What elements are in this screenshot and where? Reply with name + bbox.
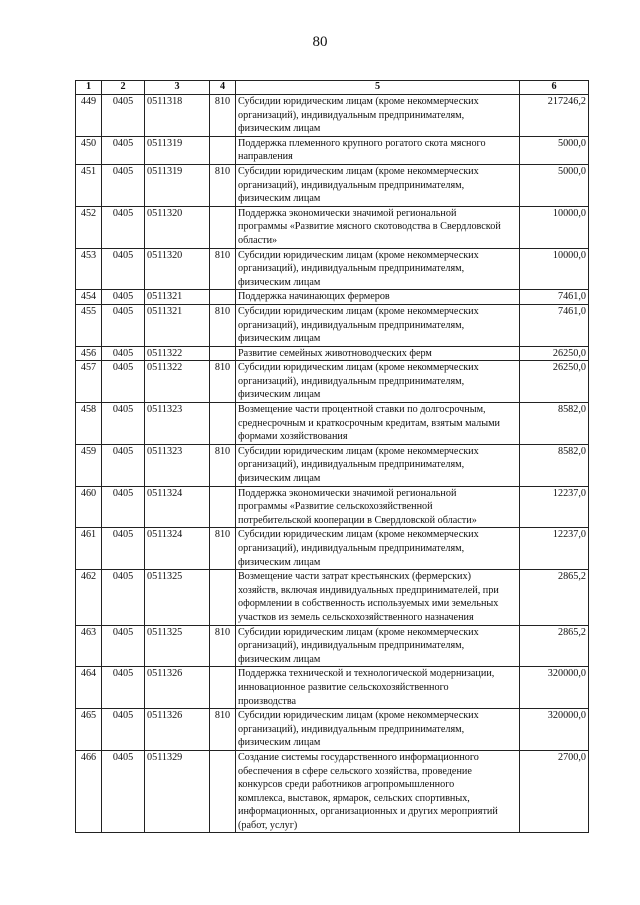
row-article-code: 0511321 — [145, 304, 210, 346]
row-expense-type-code — [210, 403, 236, 445]
row-section-code: 0405 — [102, 304, 145, 346]
row-section-code: 0405 — [102, 667, 145, 709]
row-item-name-line: организаций), индивидуальным предпринимателям, — [238, 375, 465, 387]
row-section-code: 0405 — [102, 403, 145, 445]
col-header-article: 3 — [145, 81, 210, 95]
col-header-name: 5 — [236, 81, 520, 95]
row-amount: 12237,0 — [520, 486, 589, 528]
row-item-name-line: области» — [238, 234, 278, 246]
row-item-name-line: Поддержка технической и технологической модернизации, — [238, 668, 495, 680]
row-item-name — [236, 570, 520, 625]
row-section-code: 0405 — [102, 248, 145, 290]
row-article-code: 0511322 — [145, 361, 210, 403]
table-row — [76, 361, 589, 403]
row-expense-type-code: 810 — [210, 528, 236, 570]
table-row — [76, 346, 589, 361]
row-number: 452 — [76, 206, 102, 248]
row-item-name-line: физическим лицам — [238, 333, 321, 345]
row-item-name-line: физическим лицам — [238, 389, 321, 401]
row-item-name — [236, 290, 520, 305]
table-row — [76, 206, 589, 248]
row-item-name-line: Субсидии юридическим лицам (кроме некоммерческих — [238, 165, 479, 177]
row-article-code: 0511325 — [145, 625, 210, 667]
row-section-code: 0405 — [102, 625, 145, 667]
row-article-code: 0511319 — [145, 136, 210, 164]
row-item-name-line: производства — [238, 695, 297, 707]
row-article-code: 0511329 — [145, 750, 210, 833]
row-number: 464 — [76, 667, 102, 709]
row-expense-type-code: 810 — [210, 304, 236, 346]
row-item-name-line: Субсидии юридическим лицам (кроме некоммерческих — [238, 305, 479, 317]
row-item-name-line: Поддержка начинающих фермеров — [238, 291, 390, 303]
row-section-code: 0405 — [102, 750, 145, 833]
row-item-name-line: организаций), индивидуальным предпринимателям, — [238, 319, 465, 331]
table-row — [76, 486, 589, 528]
row-article-code: 0511319 — [145, 164, 210, 206]
row-expense-type-code — [210, 750, 236, 833]
row-number: 460 — [76, 486, 102, 528]
table-row — [76, 290, 589, 305]
table-row — [76, 248, 589, 290]
row-expense-type-code — [210, 667, 236, 709]
row-number: 463 — [76, 625, 102, 667]
row-item-name-line: направления — [238, 151, 293, 163]
row-item-name-line: физическим лицам — [238, 737, 321, 749]
row-item-name — [236, 361, 520, 403]
row-item-name-line: Субсидии юридическим лицам (кроме некоммерческих — [238, 529, 479, 541]
row-section-code: 0405 — [102, 136, 145, 164]
row-expense-type-code — [210, 346, 236, 361]
row-article-code: 0511325 — [145, 570, 210, 625]
row-item-name-line: Возмещение части затрат крестьянских (фермерских) — [238, 571, 471, 583]
row-amount: 10000,0 — [520, 248, 589, 290]
table-row — [76, 570, 589, 625]
row-item-name-line: Поддержка племенного крупного рогатого скота мясного — [238, 137, 486, 149]
row-section-code: 0405 — [102, 570, 145, 625]
row-number: 457 — [76, 361, 102, 403]
row-number: 456 — [76, 346, 102, 361]
row-expense-type-code — [210, 290, 236, 305]
row-expense-type-code: 810 — [210, 164, 236, 206]
row-section-code: 0405 — [102, 528, 145, 570]
row-item-name-line: физическим лицам — [238, 556, 321, 568]
row-item-name — [236, 403, 520, 445]
row-article-code: 0511326 — [145, 709, 210, 751]
row-article-code: 0511323 — [145, 403, 210, 445]
col-header-number: 1 — [76, 81, 102, 95]
row-section-code: 0405 — [102, 709, 145, 751]
row-item-name — [236, 486, 520, 528]
row-section-code: 0405 — [102, 290, 145, 305]
row-expense-type-code — [210, 486, 236, 528]
row-item-name-line: физическим лицам — [238, 123, 321, 135]
page-number: 80 — [312, 34, 328, 50]
row-article-code: 0511324 — [145, 486, 210, 528]
row-number: 453 — [76, 248, 102, 290]
row-item-name-line: Субсидии юридическим лицам (кроме некоммерческих — [238, 626, 479, 638]
row-amount: 7461,0 — [520, 304, 589, 346]
row-item-name-line: Субсидии юридическим лицам (кроме некоммерческих — [238, 445, 479, 457]
row-item-name-line: оформлении в собственность используемых ими земельных — [238, 598, 499, 610]
row-amount: 2700,0 — [520, 750, 589, 833]
row-section-code: 0405 — [102, 164, 145, 206]
row-item-name-line: Развитие семейных животноводческих ферм — [238, 347, 432, 359]
row-expense-type-code: 810 — [210, 625, 236, 667]
row-item-name — [236, 206, 520, 248]
row-section-code: 0405 — [102, 361, 145, 403]
row-expense-type-code: 810 — [210, 361, 236, 403]
row-item-name-line: Создание системы государственного информационного — [238, 751, 479, 763]
row-expense-type-code: 810 — [210, 444, 236, 486]
row-section-code: 0405 — [102, 346, 145, 361]
table-row — [76, 750, 589, 833]
row-expense-type-code — [210, 570, 236, 625]
row-item-name-line: (работ, услуг) — [238, 819, 298, 831]
table-body — [76, 95, 589, 833]
row-amount: 320000,0 — [520, 709, 589, 751]
row-item-name-line: инновационное развитие сельскохозяйственного — [238, 681, 449, 693]
row-item-name-line: организаций), индивидуальным предпринимателям, — [238, 263, 465, 275]
row-amount: 2865,2 — [520, 625, 589, 667]
row-amount: 8582,0 — [520, 444, 589, 486]
row-number: 458 — [76, 403, 102, 445]
row-item-name-line: организаций), индивидуальным предпринимателям, — [238, 459, 465, 471]
row-article-code: 0511322 — [145, 346, 210, 361]
row-section-code: 0405 — [102, 444, 145, 486]
row-item-name-line: программы «Развитие мясного скотоводства в Свердловской — [238, 221, 501, 233]
row-item-name-line: информационных, организационных и других мероприятий — [238, 806, 498, 818]
col-header-section: 2 — [102, 81, 145, 95]
row-article-code: 0511321 — [145, 290, 210, 305]
row-item-name — [236, 304, 520, 346]
row-item-name — [236, 528, 520, 570]
table-row — [76, 95, 589, 137]
row-amount: 26250,0 — [520, 361, 589, 403]
col-header-amount: 6 — [520, 81, 589, 95]
row-number: 461 — [76, 528, 102, 570]
row-article-code: 0511320 — [145, 206, 210, 248]
table-row — [76, 444, 589, 486]
row-item-name-line: физическим лицам — [238, 473, 321, 485]
row-article-code: 0511318 — [145, 95, 210, 137]
row-item-name — [236, 444, 520, 486]
row-item-name — [236, 667, 520, 709]
row-item-name-line: Субсидии юридическим лицам (кроме некоммерческих — [238, 362, 479, 374]
row-number: 465 — [76, 709, 102, 751]
row-number: 466 — [76, 750, 102, 833]
row-item-name — [236, 248, 520, 290]
row-item-name — [236, 709, 520, 751]
row-item-name-line: участков из земель сельскохозяйственного назначения — [238, 611, 474, 623]
row-amount: 217246,2 — [520, 95, 589, 137]
row-item-name-line: потребительской кооперации в Свердловской области» — [238, 514, 477, 526]
table-row — [76, 709, 589, 751]
row-item-name-line: Поддержка экономически значимой региональной — [238, 487, 457, 499]
row-article-code: 0511324 — [145, 528, 210, 570]
row-amount: 10000,0 — [520, 206, 589, 248]
table-row — [76, 667, 589, 709]
row-item-name — [236, 346, 520, 361]
row-item-name-line: программы «Развитие сельскохозяйственной — [238, 501, 433, 513]
row-amount: 320000,0 — [520, 667, 589, 709]
row-expense-type-code — [210, 206, 236, 248]
row-amount: 5000,0 — [520, 164, 589, 206]
row-item-name-line: физическим лицам — [238, 276, 321, 288]
row-item-name — [236, 750, 520, 833]
row-item-name — [236, 164, 520, 206]
row-item-name-line: физическим лицам — [238, 653, 321, 665]
row-item-name-line: среднесрочным и краткосрочным кредитам, взятым малыми — [238, 417, 500, 429]
row-expense-type-code: 810 — [210, 709, 236, 751]
row-article-code: 0511326 — [145, 667, 210, 709]
row-number: 455 — [76, 304, 102, 346]
row-section-code: 0405 — [102, 95, 145, 137]
row-item-name — [236, 136, 520, 164]
table-row — [76, 625, 589, 667]
row-expense-type-code: 810 — [210, 95, 236, 137]
row-item-name-line: комплекса, выставок, ярмарок, сельских спортивных, — [238, 792, 470, 804]
row-item-name-line: Субсидии юридическим лицам (кроме некоммерческих — [238, 96, 479, 107]
row-amount: 12237,0 — [520, 528, 589, 570]
row-section-code: 0405 — [102, 206, 145, 248]
row-item-name-line: Поддержка экономически значимой региональной — [238, 207, 457, 219]
row-item-name-line: хозяйств, включая индивидуальных предпринимателей, при — [238, 584, 499, 596]
table-header-row — [76, 81, 589, 95]
row-item-name — [236, 625, 520, 667]
row-item-name-line: организаций), индивидуальным предпринимателям, — [238, 640, 465, 652]
row-item-name-line: организаций), индивидуальным предпринимателям, — [238, 543, 465, 554]
row-number: 459 — [76, 444, 102, 486]
row-amount: 2865,2 — [520, 570, 589, 625]
row-expense-type-code: 810 — [210, 248, 236, 290]
row-article-code: 0511323 — [145, 444, 210, 486]
row-item-name-line: организаций), индивидуальным предпринимателям, — [238, 109, 465, 121]
row-amount: 26250,0 — [520, 346, 589, 361]
table-row — [76, 403, 589, 445]
row-amount: 8582,0 — [520, 403, 589, 445]
col-header-expense-type: 4 — [210, 81, 236, 95]
row-item-name — [236, 95, 520, 137]
row-number: 451 — [76, 164, 102, 206]
row-amount: 7461,0 — [520, 290, 589, 305]
table-row — [76, 528, 589, 570]
row-section-code: 0405 — [102, 486, 145, 528]
table-row — [76, 164, 589, 206]
row-number: 450 — [76, 136, 102, 164]
row-item-name-line: Субсидии юридическим лицам (кроме некоммерческих — [238, 249, 479, 261]
row-item-name-line: конкурсов среди работников агропромышленного — [238, 779, 455, 791]
row-number: 454 — [76, 290, 102, 305]
row-item-name-line: физическим лицам — [238, 193, 321, 205]
row-item-name-line: Возмещение части процентной ставки по долгосрочным, — [238, 404, 486, 416]
row-number: 462 — [76, 570, 102, 625]
row-expense-type-code — [210, 136, 236, 164]
row-article-code: 0511320 — [145, 248, 210, 290]
row-item-name-line: организаций), индивидуальным предпринимателям, — [238, 723, 465, 735]
row-amount: 5000,0 — [520, 136, 589, 164]
table-row — [76, 136, 589, 164]
table-row — [76, 304, 589, 346]
budget-table — [75, 80, 589, 833]
row-number: 449 — [76, 95, 102, 137]
row-item-name-line: обеспечения в сфере сельского хозяйства, проведение — [238, 765, 472, 777]
row-item-name-line: организаций), индивидуальным предпринимателям, — [238, 179, 465, 191]
row-item-name-line: формами хозяйствования — [238, 431, 348, 443]
row-item-name-line: Субсидии юридическим лицам (кроме некоммерческих — [238, 710, 479, 722]
